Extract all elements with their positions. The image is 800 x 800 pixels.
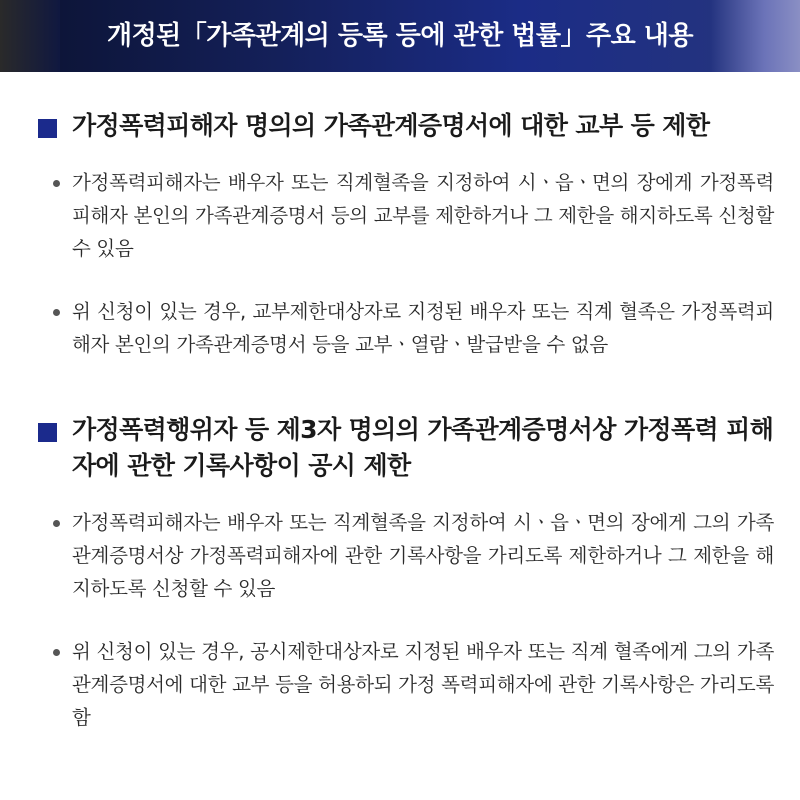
bullet-dot-icon bbox=[53, 649, 60, 656]
section-heading-text: 가정폭력피해자 명의의 가족관계증명서에 대한 교부 등 제한 bbox=[72, 111, 710, 140]
list-item-text: 가정폭력피해자는 배우자 또는 직계혈족을 지정하여 시ㆍ읍ㆍ면의 장에게 가정폭력피해자 본인의 가족관계증명서 등의 교부를 제한하거나 그 제한을 해지하도록 신청할 수 있음 bbox=[72, 171, 774, 260]
square-icon bbox=[38, 423, 57, 442]
list-item-text: 위 신청이 있는 경우, 공시제한대상자로 지정된 배우자 또는 직계 혈족에게 그의 가족관계증명서에 대한 교부 등을 허용하되 가정 폭력피해자에 관한 기록사항은 가리도록 함 bbox=[72, 640, 774, 729]
section-heading-text: 가정폭력행위자 등 제3자 명의의 가족관계증명서상 가정폭력 피해자에 관한 기록사항이 공시 제한 bbox=[72, 415, 774, 480]
bullet-dot-icon bbox=[53, 520, 60, 527]
list-item bbox=[34, 506, 774, 605]
list-item bbox=[34, 166, 774, 265]
list-item-text: 위 신청이 있는 경우, 교부제한대상자로 지정된 배우자 또는 직계 혈족은 가정폭력피해자 본인의 가족관계증명서 등을 교부ㆍ열람ㆍ발급받을 수 없음 bbox=[72, 300, 774, 356]
page-title: 개정된「가족관계의 등록 등에 관한 법률」주요 내용 bbox=[106, 21, 694, 51]
section-2 bbox=[34, 412, 774, 734]
section-1 bbox=[34, 108, 774, 361]
bullet-dot-icon bbox=[53, 180, 60, 187]
list-item-text: 가정폭력피해자는 배우자 또는 직계혈족을 지정하여 시ㆍ읍ㆍ면의 장에게 그의 가족관계증명서상 가정폭력피해자에 관한 기록사항을 가리도록 제한하거나 그 제한을 해지하도록 신청할 수 있음 bbox=[72, 511, 774, 600]
square-icon bbox=[38, 119, 57, 138]
header-banner bbox=[0, 0, 800, 72]
list-item bbox=[34, 635, 774, 734]
bullet-dot-icon bbox=[53, 309, 60, 316]
section-heading bbox=[34, 108, 774, 144]
list-item bbox=[34, 295, 774, 361]
section-heading bbox=[34, 412, 774, 484]
